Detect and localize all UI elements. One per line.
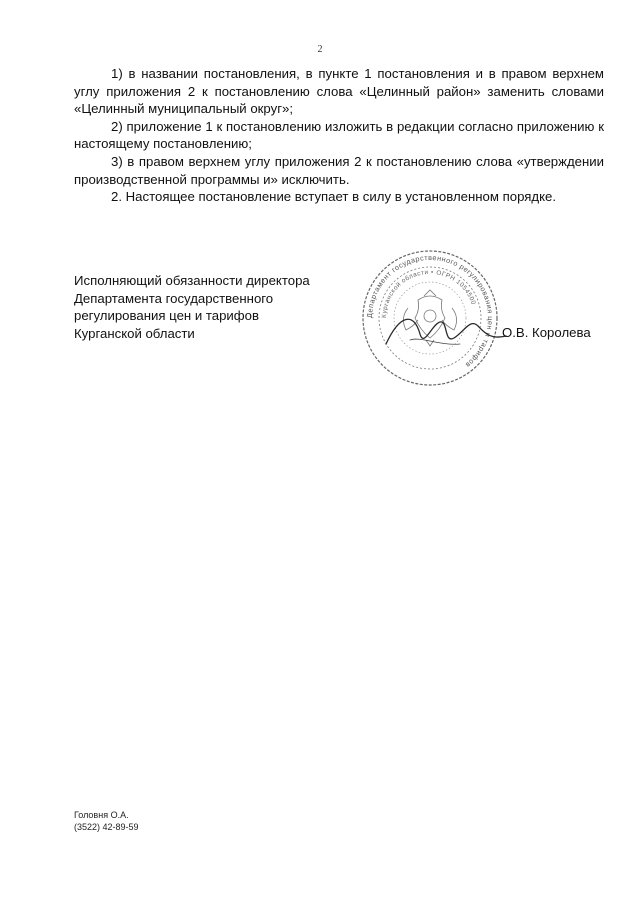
executor-name: Головня О.А.: [74, 810, 129, 820]
page-number: 2: [317, 44, 323, 55]
signer-position-line: Курганской области: [74, 325, 195, 341]
document-body: [74, 65, 604, 206]
signature-mark: [380, 300, 510, 360]
signer-position-line: Исполняющий обязанности директора: [74, 273, 310, 288]
paragraph-item-2: 2) приложение 1 к постановлению изложить в редакции согласно приложению к настоящему постановлению;: [74, 118, 604, 152]
signer-position-line: регулирования цен и тарифов: [74, 308, 259, 324]
signer-name: О.В. Королева: [502, 325, 591, 340]
stamp-inner-text: Курганской области • ОГРН 1054500: [380, 268, 477, 319]
executor-phone: (3522) 42-89-59: [74, 822, 139, 832]
signer-position: [74, 272, 364, 342]
paragraph-item-3: 3) в правом верхнем углу приложения 2 к постановлению слова «утверждении производственной программы и» исключить.: [74, 153, 604, 187]
signer-position-line: Департамента государственного: [74, 290, 274, 306]
stamp-outer-text: Департамент государственного регулирования цен и тарифов: [364, 252, 496, 370]
executor-info: [74, 809, 139, 833]
paragraph-item-1: 1) в названии постановления, в пункте 1 постановления и в правом верхнем углу приложения 2 к постановлению слова «Целинный район» заменить словами «Целинный муниципальный округ»;: [74, 66, 604, 117]
paragraph-point-2: 2. Настоящее постановление вступает в силу в установленном порядке.: [111, 189, 557, 205]
